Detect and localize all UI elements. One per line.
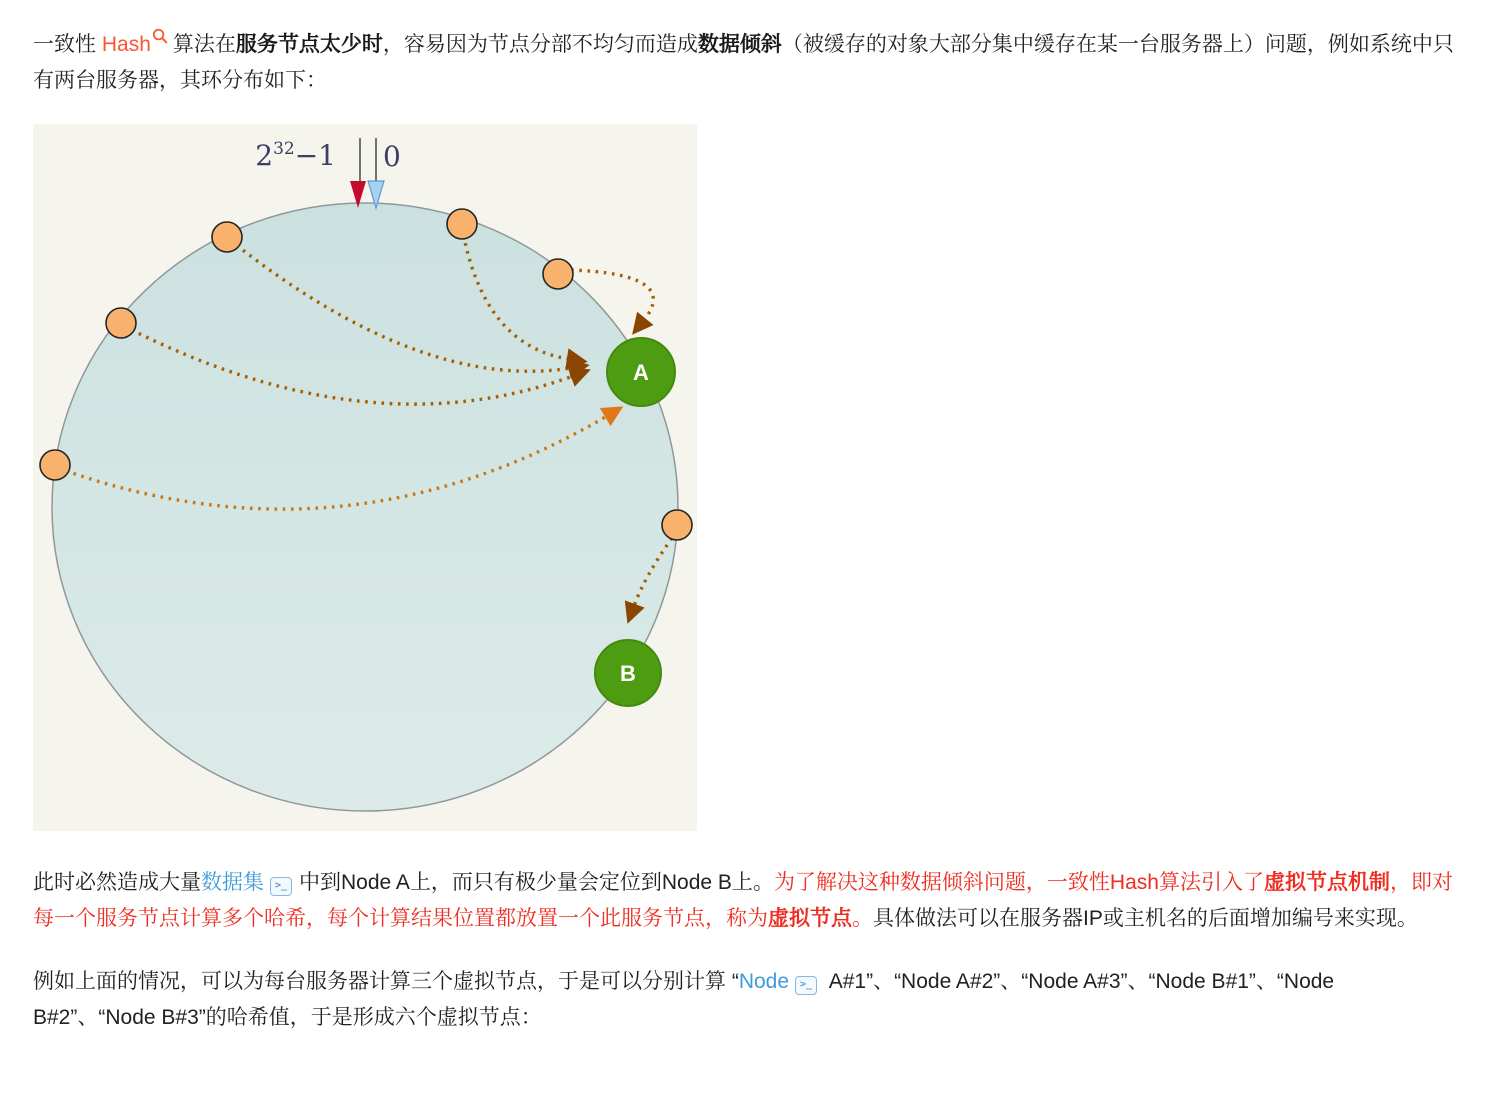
terminal-link-icon[interactable]: >_ — [795, 976, 817, 995]
p2-red-bold-1: 虚拟节点机制 — [1263, 871, 1390, 894]
p2-red-2: ，即对每一个服务节点计算多个哈希，每个计算结果位置都放置一个此服务节点，称为 — [33, 871, 1453, 930]
cache-dot-2 — [447, 209, 477, 239]
cache-dot-1 — [212, 222, 242, 252]
p2-red-3: 。 — [852, 907, 873, 930]
node-b-label: B — [620, 661, 636, 686]
hash-ring-circle — [52, 203, 678, 811]
intro-bold-2: 数据倾斜 — [697, 33, 782, 56]
hash-ring-diagram — [33, 124, 697, 831]
cache-dot-5 — [40, 450, 70, 480]
cache-dot-3 — [543, 259, 573, 289]
p3-text-2: A#1”、“Node A#2”、“Node A#3”、“Node B#1”、“Node B#2”、“Node B#3”的哈希值，于是形成六个虚拟节点： — [33, 970, 1335, 1029]
dataset-link[interactable] — [201, 871, 264, 894]
search-icon[interactable] — [152, 28, 168, 44]
p2-text-3: 具体做法可以在服务器IP或主机名的后面增加编号来实现。 — [873, 907, 1418, 930]
hash-keyword-link[interactable] — [102, 33, 173, 56]
ring-range-annotation — [255, 138, 401, 208]
max-value-label: $2^{32}-1$ — [255, 139, 336, 172]
paragraph-example — [33, 964, 1460, 1036]
p2-text-2: 中到Node A上，而只有极少量会定位到Node B上。 — [299, 871, 774, 894]
node-link-text: Node — [738, 970, 790, 993]
intro-text-4: （被缓存的对象大部分集中缓存在某一台服务器上）问题，例如系统中只有两台服务器，其环分布如下： — [33, 33, 1454, 92]
intro-text-3: ，容易因为节点分部不均匀而造成 — [382, 33, 698, 56]
p2-text-1: 此时必然造成大量 — [33, 871, 201, 894]
paragraph-virtual-node — [33, 865, 1460, 937]
cache-dot-4 — [106, 308, 136, 338]
cache-dot-6 — [662, 510, 692, 540]
dataset-link-text: 数据集 — [201, 871, 264, 894]
intro-text-1: 一致性 — [33, 33, 102, 56]
hash-link-text: Hash — [101, 33, 151, 56]
p3-text-1: 例如上面的情况，可以为每台服务器计算三个虚拟节点，于是可以分别计算 “ — [33, 970, 739, 993]
terminal-link-icon[interactable]: >_ — [270, 877, 292, 896]
zero-value-label: 0 — [383, 140, 401, 173]
node-link[interactable] — [739, 970, 789, 993]
server-node-a — [607, 338, 675, 406]
intro-text-2: 算法在 — [172, 33, 236, 56]
server-node-b — [595, 640, 661, 706]
p2-red-bold-2: 虚拟节点 — [768, 907, 852, 930]
p2-red-1: 为了解决这种数据倾斜问题，一致性Hash算法引入了 — [773, 871, 1264, 894]
paragraph-intro — [33, 27, 1460, 99]
hash-ring-svg — [33, 124, 697, 831]
node-a-label: A — [633, 360, 649, 385]
article-content — [0, 27, 1493, 1036]
intro-bold-1: 服务节点太少时 — [235, 33, 383, 56]
